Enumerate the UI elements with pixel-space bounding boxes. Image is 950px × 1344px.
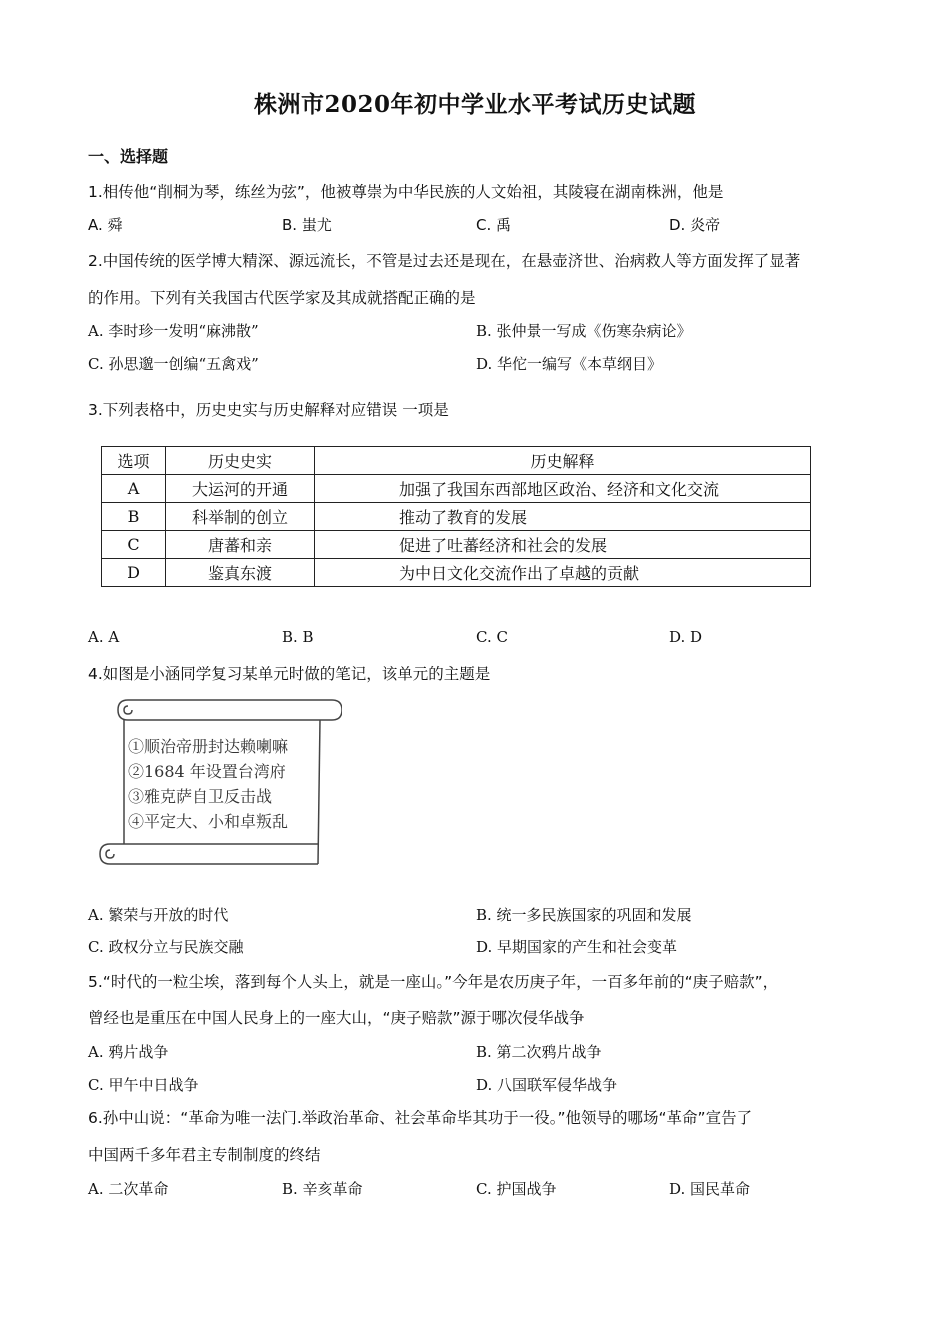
question-2-option-b: B. 张仲景一写成《伤寒杂病论》 xyxy=(476,322,692,340)
question-4-option-d: D. 早期国家的产生和社会变革 xyxy=(476,938,678,956)
question-6-option-d: D. 国民革命 xyxy=(669,1180,751,1198)
table-cell-option: D xyxy=(102,559,166,587)
table-cell-explanation: 为中日文化交流作出了卓越的贡献 xyxy=(315,559,811,587)
question-2-option-d: D. 华佗一编写《本草纲目》 xyxy=(476,355,663,373)
table-row xyxy=(102,531,811,559)
question-4-option-c: C. 政权分立与民族交融 xyxy=(88,938,244,956)
question-1-option-d: D. 炎帝 xyxy=(669,216,721,234)
table-row xyxy=(102,559,811,587)
question-3-stem: 3.下列表格中，历史史实与历史解释对应错误 一项是 xyxy=(88,401,449,419)
note-line: ③雅克萨自卫反击战 xyxy=(128,787,273,806)
table-cell-fact: 科举制的创立 xyxy=(166,503,315,531)
question-2-option-a: A. 李时珍一发明“麻沸散” xyxy=(88,322,259,340)
question-5-option-d: D. 八国联军侵华战争 xyxy=(476,1076,618,1094)
table-cell-option: C xyxy=(102,531,166,559)
question-5-stem-line2: 曾经也是重压在中国人民身上的一座大山，“庚子赔款”源于哪次侵华战争 xyxy=(88,1009,585,1027)
question-2-stem-line2: 的作用。下列有关我国古代医学家及其成就搭配正确的是 xyxy=(88,289,476,307)
table-cell-explanation: 促进了吐蕃经济和社会的发展 xyxy=(315,531,811,559)
table-row xyxy=(102,503,811,531)
table-cell-fact: 大运河的开通 xyxy=(166,475,315,503)
question-1-option-b: B. 蚩尤 xyxy=(282,216,332,234)
table-row xyxy=(102,475,811,503)
question-4-option-a: A. 繁荣与开放的时代 xyxy=(88,906,229,924)
question-2-option-c: C. 孙思邈一创编“五禽戏” xyxy=(88,355,259,373)
page-title: 株洲市2020年初中学业水平考试历史试题 xyxy=(253,91,696,118)
table-header-option: 选项 xyxy=(102,447,166,475)
question-4-option-b: B. 统一多民族国家的巩固和发展 xyxy=(476,906,692,924)
question-5-option-a: A. 鸦片战争 xyxy=(88,1043,169,1061)
table-cell-explanation: 推动了教育的发展 xyxy=(315,503,811,531)
section-heading: 一、选择题 xyxy=(88,147,169,166)
question-4-stem: 4.如图是小涵同学复习某单元时做的笔记，该单元的主题是 xyxy=(88,665,491,683)
note-line: ④平定大、小和卓叛乱 xyxy=(128,812,289,831)
table-cell-fact: 鉴真东渡 xyxy=(166,559,315,587)
note-lines xyxy=(128,734,288,834)
question-1-option-c: C. 禹 xyxy=(476,216,512,234)
question-3-option-a: A. A xyxy=(88,628,120,646)
question-1-stem: 1.相传他“削桐为琴，练丝为弦”，他被尊崇为中华民族的人文始祖，其陵寝在湖南株洲，他是 xyxy=(88,183,724,201)
question-3-option-c: C. C xyxy=(476,628,508,646)
note-line: ①顺治帝册封达赖喇嘛 xyxy=(128,737,289,756)
question-5-option-b: B. 第二次鸦片战争 xyxy=(476,1043,602,1061)
question-3-option-d: D. D xyxy=(669,628,703,646)
question-6-option-b: B. 辛亥革命 xyxy=(282,1180,363,1198)
question-5-stem-line1: 5.“时代的一粒尘埃，落到每个人头上，就是一座山。”今年是农历庚子年，一百多年前的“庚子赔款”， xyxy=(88,973,779,991)
table-cell-explanation: 加强了我国东西部地区政治、经济和文化交流 xyxy=(315,475,811,503)
table-cell-option: A xyxy=(102,475,166,503)
question-6-option-c: C. 护国战争 xyxy=(476,1180,557,1198)
table-header-row xyxy=(102,447,811,475)
table-header-fact: 历史史实 xyxy=(166,447,315,475)
table-cell-fact: 唐蕃和亲 xyxy=(166,531,315,559)
question-6-stem-line1: 6.孙中山说：“革命为唯一法门.举政治革命、社会革命毕其功于一役。”他领导的哪场“革命”宣告了 xyxy=(88,1109,753,1127)
question-5-option-c: C. 甲午中日战争 xyxy=(88,1076,199,1094)
note-line: ②1684 年设置台湾府 xyxy=(128,762,286,781)
history-table xyxy=(101,446,811,587)
table-header-explanation: 历史解释 xyxy=(315,447,811,475)
table-cell-option: B xyxy=(102,503,166,531)
question-2-stem-line1: 2.中国传统的医学博大精深、源远流长，不管是过去还是现在，在悬壶济世、治病救人等方面发挥了显著 xyxy=(88,252,801,270)
question-6-stem-line2: 中国两千多年君主专制制度的终结 xyxy=(88,1146,321,1164)
question-1-option-a: A. 舜 xyxy=(88,216,123,234)
question-3-option-b: B. B xyxy=(282,628,314,646)
question-6-option-a: A. 二次革命 xyxy=(88,1180,169,1198)
